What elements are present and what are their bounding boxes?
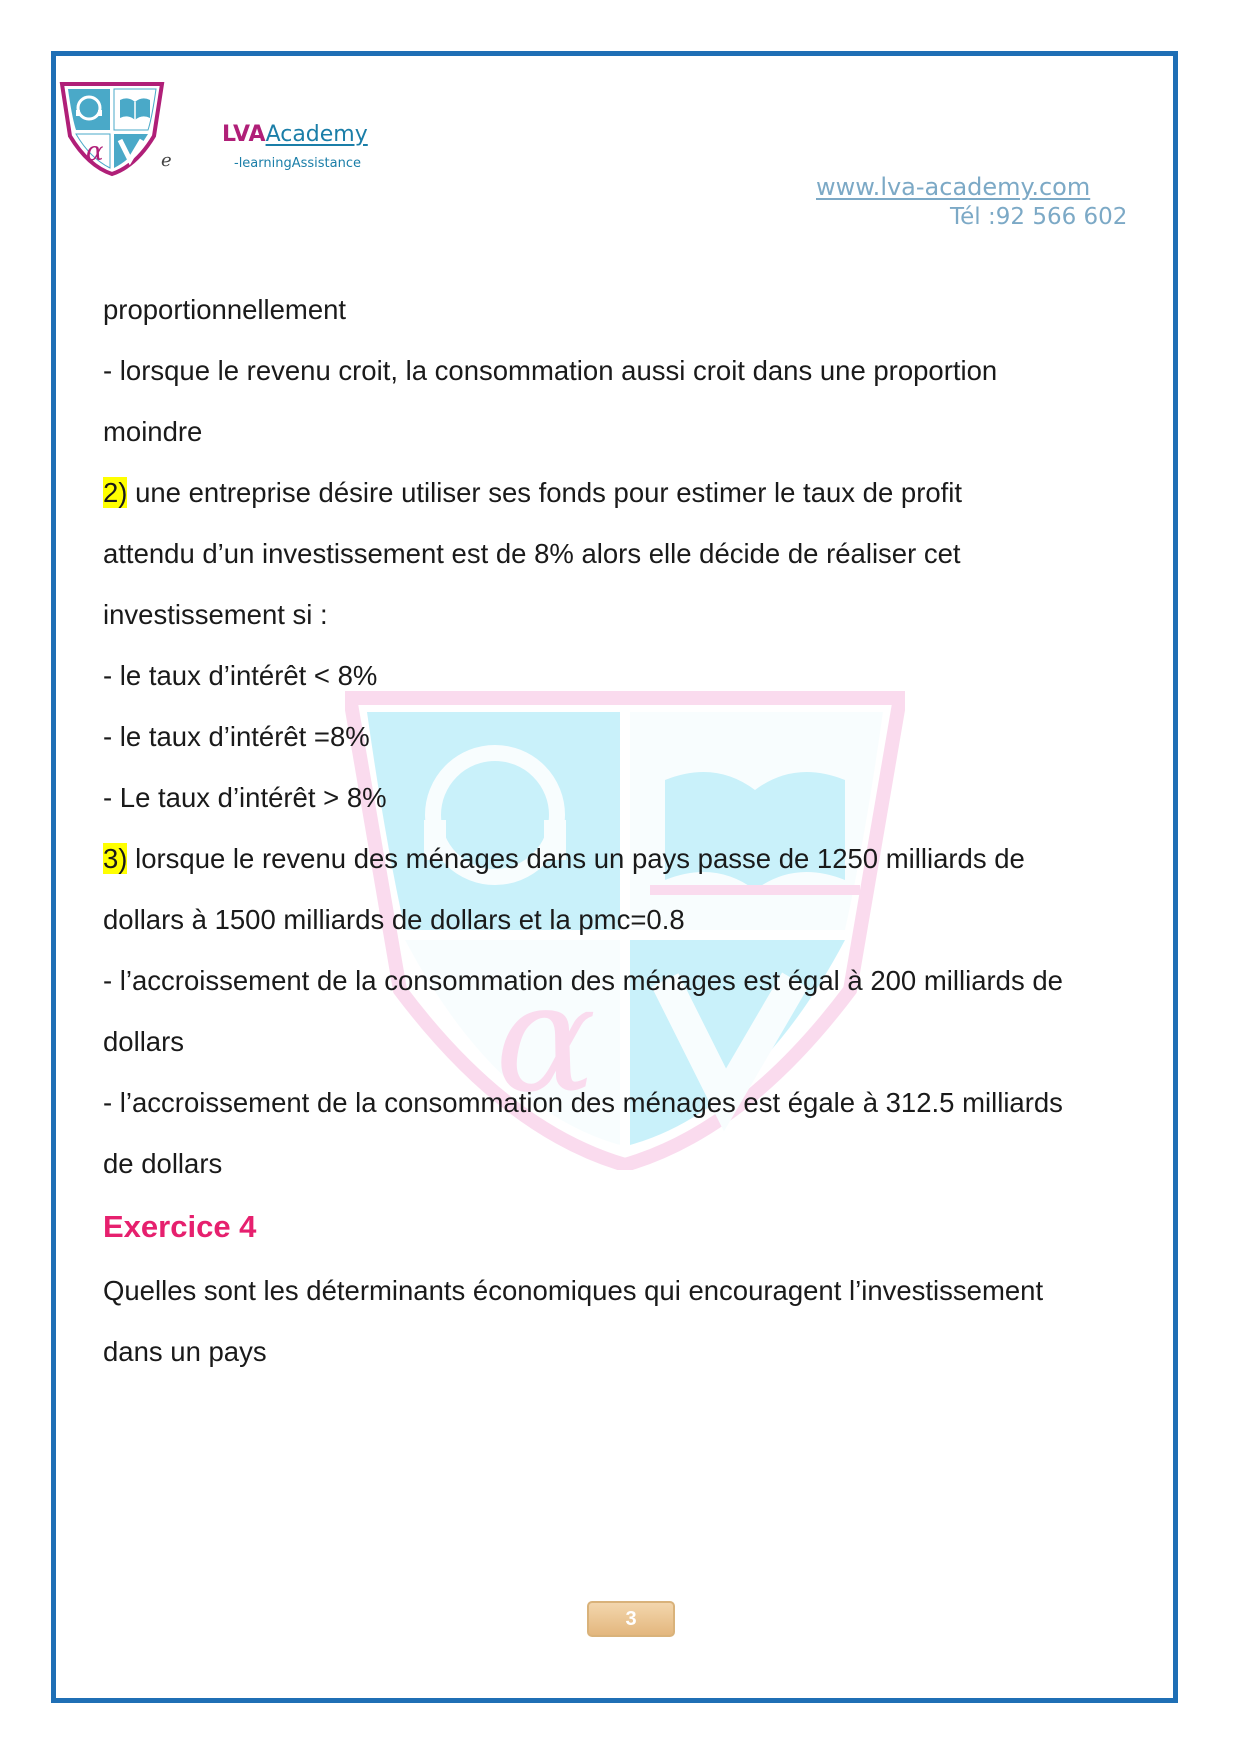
question-number: 2) (103, 477, 128, 508)
page-number-badge: 3 (587, 1601, 675, 1637)
website-link[interactable]: www.lva-academy.com (816, 173, 1091, 201)
question-text: lorsque le revenu des ménages dans un pays passe de 1250 milliards de (127, 843, 1025, 874)
question-number: 3) (103, 843, 128, 874)
text-line: investissement si : (103, 599, 328, 630)
text-line: dans un pays (103, 1336, 267, 1367)
brand-lva: LVA (222, 122, 266, 147)
question-3 (103, 828, 1163, 889)
exercise-heading: Exercice 4 (103, 1209, 257, 1244)
text-line: proportionnellement (103, 294, 347, 325)
question-2 (103, 462, 1163, 523)
brand-academy: Academy (265, 122, 368, 147)
logo-letter: e (161, 150, 172, 171)
option-line: - le taux d’intérêt =8% (103, 721, 370, 752)
phone-number: Tél :92 566 602 (950, 204, 1128, 230)
text-line: dollars à 1500 milliards de dollars et la pmc=0.8 (103, 904, 685, 935)
text-line: - lorsque le revenu croit, la consommation aussi croit dans une proportion (103, 355, 998, 386)
brand-subtitle: -learningAssistance (234, 156, 361, 171)
text-line: de dollars (103, 1148, 223, 1179)
option-line: - Le taux d’intérêt > 8% (103, 782, 387, 813)
text-line: Quelles sont les déterminants économiques qui encouragent l’investissement (103, 1275, 1044, 1306)
option-line: - l’accroissement de la consommation des ménages est égal à 200 milliards de (103, 965, 1063, 996)
option-line: - l’accroissement de la consommation des ménages est égale à 312.5 milliards (103, 1087, 1063, 1118)
svg-text:α: α (86, 137, 104, 167)
option-line: - le taux d’intérêt < 8% (103, 660, 378, 691)
svg-text:α: α (495, 952, 597, 1126)
brand-name (222, 122, 368, 148)
page-content (103, 279, 1163, 1382)
text-line: attendu d’un investissement est de 8% alors elle décide de réaliser cet (103, 538, 961, 569)
lva-shield-logo-icon (56, 78, 168, 178)
text-line: moindre (103, 416, 203, 447)
question-text: une entreprise désire utiliser ses fonds pour estimer le taux de profit (127, 477, 963, 508)
text-line: dollars (103, 1026, 185, 1057)
